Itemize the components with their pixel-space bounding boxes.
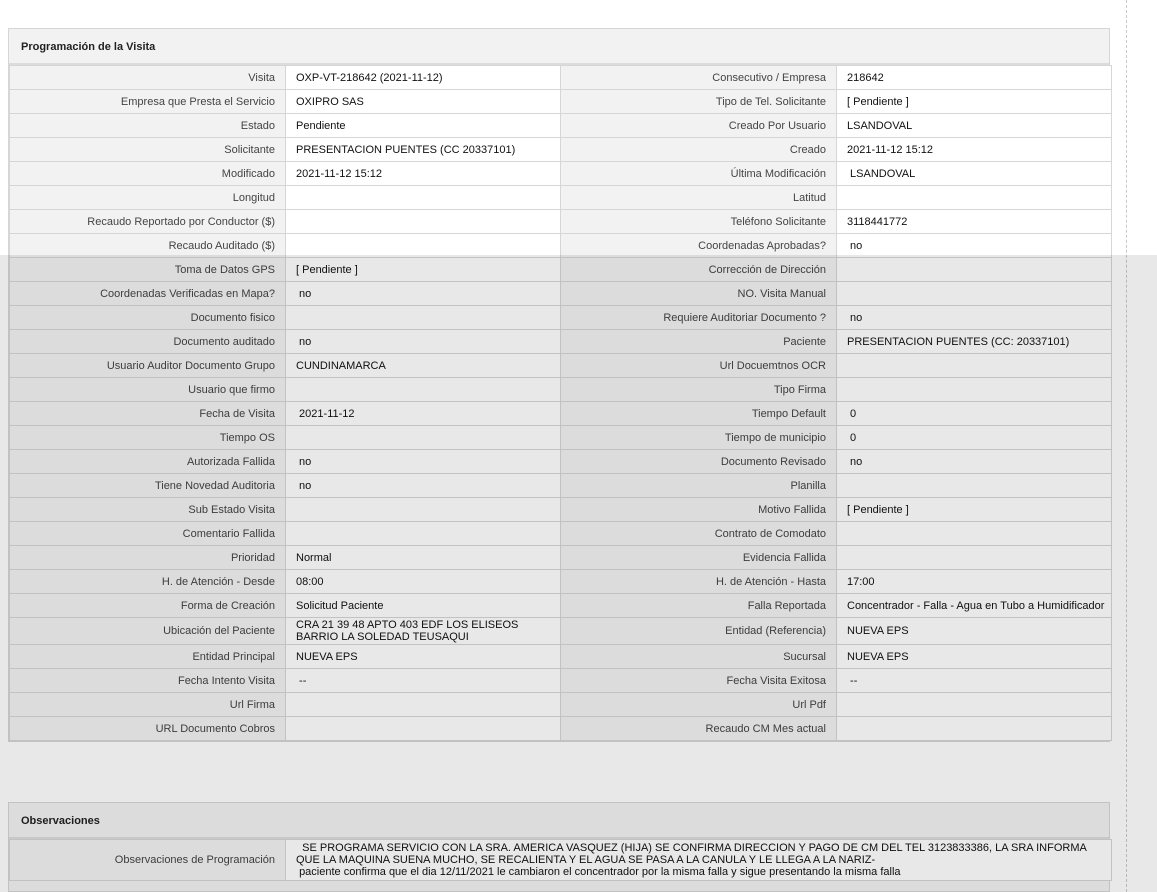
table-row [10,258,1112,282]
programacion-title: Programación de la Visita [9,29,1109,65]
field-label: Motivo Fallida [561,498,837,522]
field-label: Url Docuemtnos OCR [561,354,837,378]
field-label: Usuario que firmo [10,378,286,402]
field-value [837,186,1112,210]
field-value: 17:00 [837,570,1112,594]
field-value: 3118441772 [837,210,1112,234]
field-value: CUNDINAMARCA [286,354,561,378]
programacion-rows [10,66,1112,741]
field-label: Toma de Datos GPS [10,258,286,282]
field-label: Documento Revisado [561,450,837,474]
field-value: no [286,474,561,498]
observaciones-line-1: SE PROGRAMA SERVICIO CON LA SRA. AMERICA VASQUEZ (HIJA) SE CONFIRMA DIRECCION Y PAGO DE CM DEL TEL 3123833386, LA SRA INFORMA QUE LA MAQUINA SUENA MUCHO, SE RECALIENTA Y EL AGUA SE PASA A LA CANULA Y LE LLEGA A LA NARIZ- [296,842,1090,866]
programacion-panel [8,28,1110,742]
field-label: Consecutivo / Empresa [561,66,837,90]
field-value [837,717,1112,741]
field-value [837,282,1112,306]
field-value: Normal [286,546,561,570]
field-value: Concentrador - Falla - Agua en Tubo a Humidificador [837,594,1112,618]
field-value: 2021-11-12 [286,402,561,426]
field-value: [ Pendiente ] [837,90,1112,114]
field-label: Estado [10,114,286,138]
table-row [10,498,1112,522]
field-label: Evidencia Fallida [561,546,837,570]
field-value: PRESENTACION PUENTES (CC 20337101) [286,138,561,162]
field-label: Modificado [10,162,286,186]
table-row [10,426,1112,450]
table-row [10,717,1112,741]
field-value: NUEVA EPS [837,645,1112,669]
table-row [10,645,1112,669]
field-value [286,378,561,402]
field-label: Latitud [561,186,837,210]
field-label: Tiempo Default [561,402,837,426]
field-label: Entidad Principal [10,645,286,669]
table-row [10,330,1112,354]
field-label: Recaudo Auditado ($) [10,234,286,258]
field-value [286,522,561,546]
field-label: Documento fisico [10,306,286,330]
field-label: Comentario Fallida [10,522,286,546]
field-value: NUEVA EPS [286,645,561,669]
field-label: Visita [10,66,286,90]
field-label: Url Firma [10,693,286,717]
field-label: Teléfono Solicitante [561,210,837,234]
observaciones-line-2: paciente confirma que el dia 12/11/2021 le cambiaron el concentrador por la misma falla y sigue presentando la misma falla [296,866,901,878]
field-label: Empresa que Presta el Servicio [10,90,286,114]
field-label: Coordenadas Aprobadas? [561,234,837,258]
field-label: URL Documento Cobros [10,717,286,741]
field-value: 0 [837,402,1112,426]
field-label: Longitud [10,186,286,210]
observaciones-value [286,840,1112,881]
observaciones-title: Observaciones [9,803,1109,839]
field-label: Recaudo Reportado por Conductor ($) [10,210,286,234]
field-value [286,693,561,717]
field-label: Recaudo CM Mes actual [561,717,837,741]
field-label: Tiempo OS [10,426,286,450]
table-row [10,474,1112,498]
table-row [10,162,1112,186]
field-value: no [837,450,1112,474]
field-value: no [286,282,561,306]
field-value: PRESENTACION PUENTES (CC: 20337101) [837,330,1112,354]
field-label: Autorizada Fallida [10,450,286,474]
field-value: CRA 21 39 48 APTO 403 EDF LOS ELISEOS BARRIO LA SOLEDAD TEUSAQUI [286,618,561,645]
table-row [10,306,1112,330]
field-label: Paciente [561,330,837,354]
table-row [10,669,1112,693]
table-row [10,522,1112,546]
field-label: Coordenadas Verificadas en Mapa? [10,282,286,306]
table-row [10,114,1112,138]
table-row [10,570,1112,594]
field-label: Planilla [561,474,837,498]
field-label: Url Pdf [561,693,837,717]
field-label: Forma de Creación [10,594,286,618]
field-label: Fecha Intento Visita [10,669,286,693]
field-value [837,258,1112,282]
field-label: H. de Atención - Hasta [561,570,837,594]
table-row [10,234,1112,258]
field-label: NO. Visita Manual [561,282,837,306]
field-value: 08:00 [286,570,561,594]
field-label: Documento auditado [10,330,286,354]
field-value [837,522,1112,546]
field-value [286,186,561,210]
field-label: Sucursal [561,645,837,669]
table-row [10,618,1112,645]
table-row [10,282,1112,306]
field-value: LSANDOVAL [837,162,1112,186]
field-label: Prioridad [10,546,286,570]
field-value [286,234,561,258]
field-label: Creado [561,138,837,162]
field-value: OXIPRO SAS [286,90,561,114]
field-value [837,546,1112,570]
field-label: Contrato de Comodato [561,522,837,546]
field-value: no [286,450,561,474]
field-label: Solicitante [10,138,286,162]
field-label: Sub Estado Visita [10,498,286,522]
field-value: no [837,306,1112,330]
table-row [10,378,1112,402]
field-value: 2021-11-12 15:12 [286,162,561,186]
field-label: Tiempo de municipio [561,426,837,450]
field-value: OXP-VT-218642 (2021-11-12) [286,66,561,90]
field-value: no [286,330,561,354]
page-divider [1126,0,1127,892]
field-label: Usuario Auditor Documento Grupo [10,354,286,378]
observaciones-panel [8,802,1110,892]
table-row [10,546,1112,570]
table-row [10,594,1112,618]
field-label: Tipo de Tel. Solicitante [561,90,837,114]
field-value [286,717,561,741]
field-label: Última Modificación [561,162,837,186]
field-value: no [837,234,1112,258]
table-row [10,186,1112,210]
field-value: 218642 [837,66,1112,90]
field-value: [ Pendiente ] [286,258,561,282]
field-value [286,498,561,522]
field-value [286,210,561,234]
field-value: -- [837,669,1112,693]
table-row [10,402,1112,426]
field-value: NUEVA EPS [837,618,1112,645]
field-value [837,354,1112,378]
field-value [837,693,1112,717]
programacion-table [9,65,1112,741]
table-row [10,138,1112,162]
field-label: Falla Reportada [561,594,837,618]
field-value [286,306,561,330]
field-label: Entidad (Referencia) [561,618,837,645]
observaciones-label: Observaciones de Programación [10,840,286,881]
field-label: Fecha de Visita [10,402,286,426]
field-label: Corrección de Dirección [561,258,837,282]
field-value: LSANDOVAL [837,114,1112,138]
field-label: Creado Por Usuario [561,114,837,138]
field-value: Solicitud Paciente [286,594,561,618]
field-label: Tipo Firma [561,378,837,402]
field-label: Ubicación del Paciente [10,618,286,645]
field-label: H. de Atención - Desde [10,570,286,594]
field-label: Tiene Novedad Auditoria [10,474,286,498]
field-value [286,426,561,450]
table-row [10,66,1112,90]
field-value: 2021-11-12 15:12 [837,138,1112,162]
table-row [10,354,1112,378]
field-value [837,378,1112,402]
field-value: -- [286,669,561,693]
field-value: 0 [837,426,1112,450]
field-label: Requiere Auditoriar Documento ? [561,306,837,330]
table-row [10,840,1112,881]
field-label: Fecha Visita Exitosa [561,669,837,693]
table-row [10,90,1112,114]
table-row [10,450,1112,474]
field-value [837,474,1112,498]
table-row [10,693,1112,717]
field-value: [ Pendiente ] [837,498,1112,522]
field-value: Pendiente [286,114,561,138]
observaciones-table [9,839,1112,881]
table-row [10,210,1112,234]
